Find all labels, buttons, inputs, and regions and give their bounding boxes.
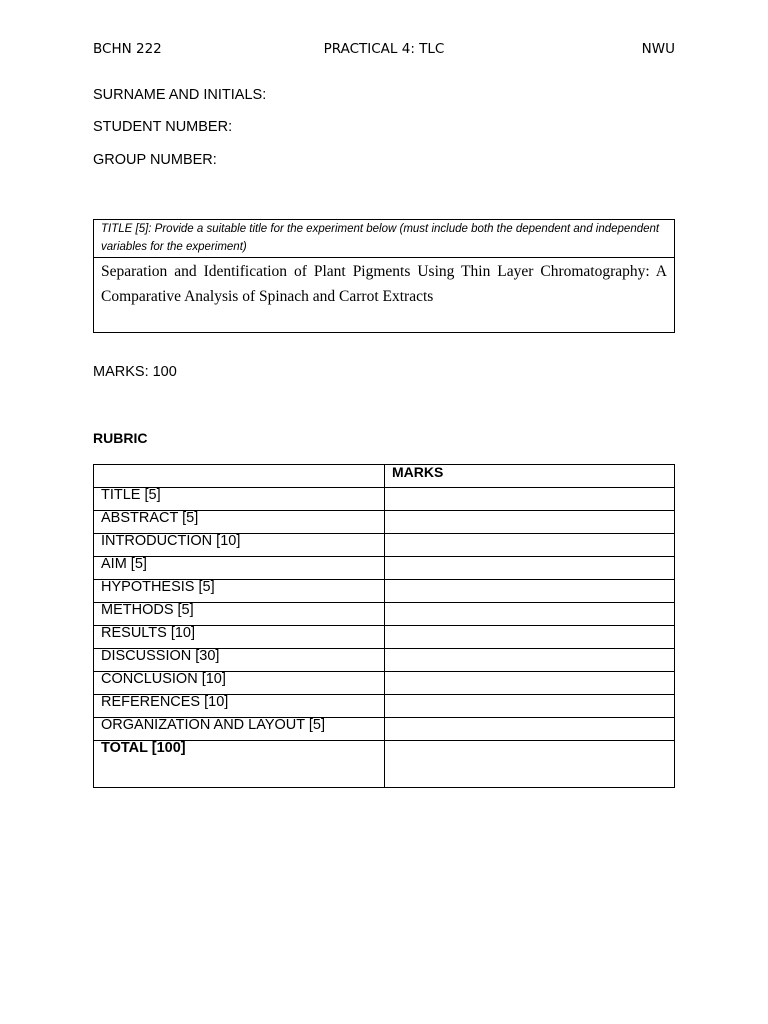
rubric-mark-cell: [385, 488, 675, 511]
table-row: [94, 649, 675, 672]
rubric-header-marks: MARKS: [385, 465, 675, 488]
rubric-criterion: CONCLUSION [10]: [94, 672, 385, 695]
rubric-header-criteria: [94, 465, 385, 488]
table-row: [94, 626, 675, 649]
rubric-total-mark-cell: [385, 741, 675, 788]
table-row: [94, 557, 675, 580]
rubric-mark-cell: [385, 649, 675, 672]
rubric-criterion: ABSTRACT [5]: [94, 511, 385, 534]
page-header: [93, 41, 675, 61]
rubric-criterion: TITLE [5]: [94, 488, 385, 511]
rubric-criterion: AIM [5]: [94, 557, 385, 580]
rubric-mark-cell: [385, 672, 675, 695]
rubric-criterion: INTRODUCTION [10]: [94, 534, 385, 557]
rubric-heading: RUBRIC: [93, 430, 148, 446]
rubric-criterion: DISCUSSION [30]: [94, 649, 385, 672]
rubric-table: [93, 464, 675, 788]
rubric-criterion: METHODS [5]: [94, 603, 385, 626]
rubric-mark-cell: [385, 511, 675, 534]
group-number-label: GROUP NUMBER:: [93, 152, 217, 168]
rubric-criterion: HYPOTHESIS [5]: [94, 580, 385, 603]
table-row: [94, 603, 675, 626]
rubric-criterion: RESULTS [10]: [94, 626, 385, 649]
rubric-mark-cell: [385, 557, 675, 580]
rubric-header-row: [94, 465, 675, 488]
rubric-criterion: ORGANIZATION AND LAYOUT [5]: [94, 718, 385, 741]
institution-name: NWU: [641, 41, 675, 57]
rubric-mark-cell: [385, 718, 675, 741]
practical-title: PRACTICAL 4: TLC: [323, 41, 445, 57]
student-number-label: STUDENT NUMBER:: [93, 119, 233, 135]
rubric-mark-cell: [385, 534, 675, 557]
table-row: [94, 534, 675, 557]
rubric-mark-cell: [385, 695, 675, 718]
table-row: [94, 488, 675, 511]
rubric-mark-cell: [385, 580, 675, 603]
surname-label: SURNAME AND INITIALS:: [93, 87, 267, 103]
course-code: BCHN 222: [93, 41, 162, 57]
rubric-total-row: [94, 741, 675, 788]
rubric-mark-cell: [385, 626, 675, 649]
rubric-total-label: TOTAL [100]: [94, 741, 385, 788]
table-row: [94, 580, 675, 603]
total-marks: MARKS: 100: [93, 364, 177, 380]
table-row: [94, 695, 675, 718]
table-row: [94, 718, 675, 741]
rubric-mark-cell: [385, 603, 675, 626]
title-box: [93, 219, 675, 333]
rubric-criterion: REFERENCES [10]: [94, 695, 385, 718]
table-row: [94, 672, 675, 695]
title-instruction: TITLE [5]: Provide a suitable title for the experiment below (must include both the dependent and independent variables for the experiment): [94, 220, 674, 258]
title-answer: Separation and Identification of Plant Pigments Using Thin Layer Chromatography: A Comparative Analysis of Spinach and Carrot Extracts: [101, 263, 667, 305]
table-row: [94, 511, 675, 534]
